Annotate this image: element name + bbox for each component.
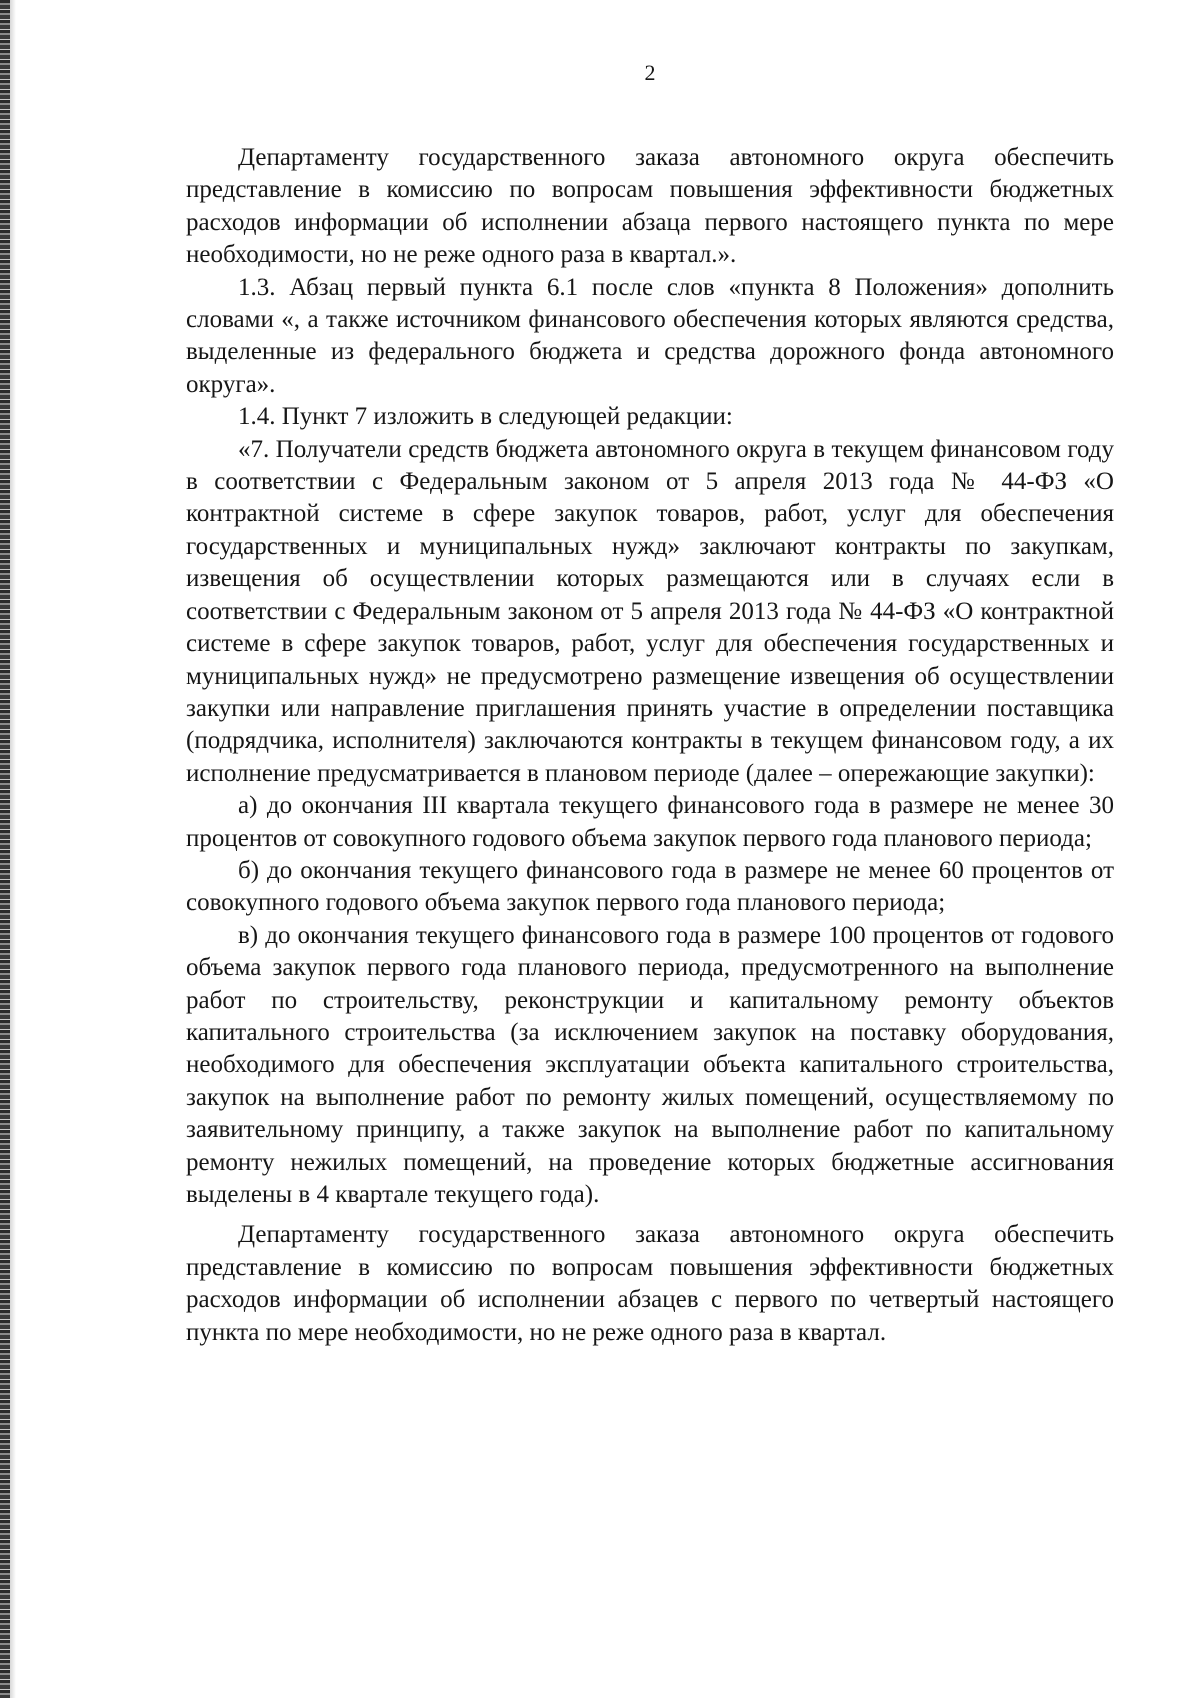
paragraph-department-instruction-2: Департаменту государственного заказа автономного округа обеспечить представление в комиссию по вопросам повышения эффективности бюджетных расходов информации об исполнении абзацев с первого по четвертый настоящего пункта по мере необходимости, но не реже одного раза в квартал.: [186, 1221, 1114, 1346]
paragraph-subitem-v: в) до окончания текущего финансового года в размере 100 процентов от годового объема закупок первого года планового периода, предусмотренного на выполнение работ по строительству, реконструкции и капитальному ремонту объектов капитального строительства (за исключением закупок на поставку оборудования, необходимого для обеспечения эксплуатации объекта капитального строительства, закупок на выполнение работ по ремонту жилых помещений, осуществляемому по заявительному принципу, а также закупок на выполнение работ по капитальному ремонту нежилых помещений, на проведение которых бюджетные ассигнования выделены в 4 квартале текущего года).: [186, 921, 1114, 1208]
paragraph-subitem-a: а) до окончания III квартала текущего финансового года в размере не менее 30 процентов от совокупного годового объема закупок первого года планового периода;: [186, 792, 1114, 852]
paragraph-department-instruction-1: Департаменту государственного заказа автономного округа обеспечить представление в комиссию по вопросам повышения эффективности бюджетных расходов информации об исполнении абзаца первого настоящего пункта по мере необходимости, но не реже одного раза в квартал.».: [186, 144, 1114, 269]
scan-binding-edge: [0, 0, 10, 1698]
paragraph-subitem-b: б) до окончания текущего финансового года в размере не менее 60 процентов от совокупного годового объема закупок первого года планового периода;: [186, 856, 1114, 917]
page-number: 2: [644, 60, 656, 85]
document-page: [186, 60, 1114, 1349]
paragraph-item-1-4: 1.4. Пункт 7 изложить в следующей редакции:: [238, 403, 733, 431]
paragraph-item-1-3: 1.3. Абзац первый пункта 6.1 после слов «пункта 8 Положения» дополнить словами «, а также источником финансового обеспечения которых являются средства, выделенные из федерального бюджета и средства дорожного фонда автономного округа».: [186, 273, 1114, 398]
paragraph-item-7: «7. Получатели средств бюджета автономного округа в текущем финансовом году в соответствии с Федеральным законом от 5 апреля 2013 года № 44-ФЗ «О контрактной системе в сфере закупок товаров, работ, услуг для обеспечения государственных и муниципальных нужд» заключают контракты по закупкам, извещения об осуществлении которых размещаются или в случаях если в соответствии с Федеральным законом от 5 апреля 2013 года № 44-ФЗ «О контрактной системе в сфере закупок товаров, работ, услуг для обеспечения государственных и муниципальных нужд» не предусмотрено размещение извещения об осуществлении закупки или направление приглашения принять участие в определении поставщика (подрядчика, исполнителя) заключаются контракты в текущем финансовом году, а их исполнение предусматривается в плановом периоде (далее – опережающие закупки):: [186, 435, 1114, 787]
